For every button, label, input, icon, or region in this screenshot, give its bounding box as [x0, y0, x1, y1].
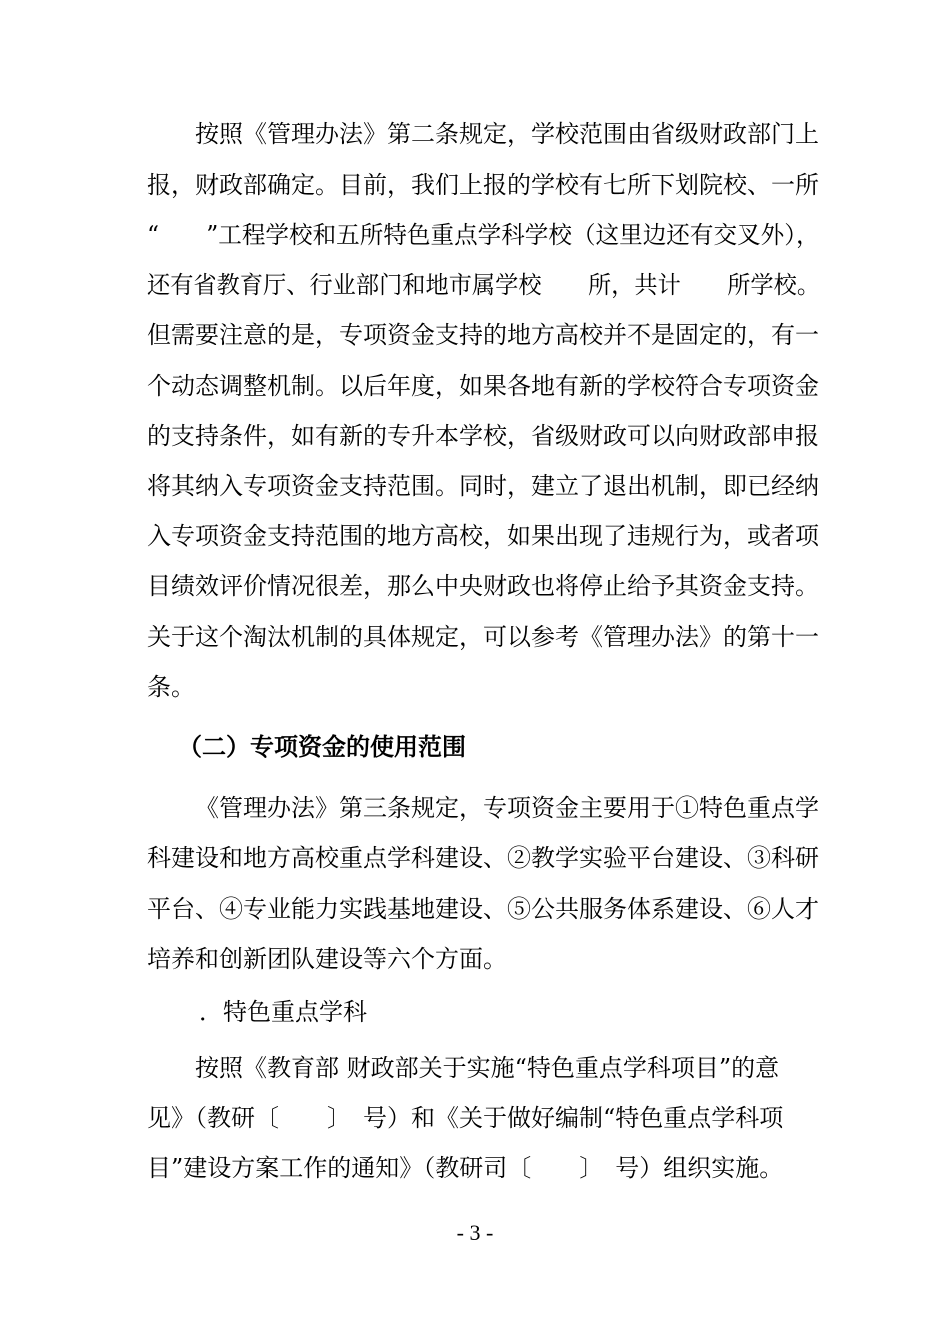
- section-heading: （二）专项资金的使用范围: [178, 732, 466, 761]
- paragraph-line: 科建设和地方高校重点学科建设、②教学实验平台建设、③科研: [147, 844, 819, 872]
- paragraph-line: 目”建设方案工作的通知》（教研司〔 〕 号）组织实施。: [147, 1154, 784, 1182]
- paragraph-line: 的支持条件，如有新的专升本学校，省级财政可以向财政部申报: [147, 422, 819, 450]
- paragraph-line: 目绩效评价情况很差，那么中央财政也将停止给予其资金支持。: [147, 572, 819, 600]
- paragraph-line: 按照《教育部 财政部关于实施“特色重点学科项目”的意: [195, 1054, 780, 1082]
- sub-heading: ．特色重点学科: [199, 998, 367, 1026]
- paragraph-line: “ ”工程学校和五所特色重点学科学校（这里边还有交叉外），: [147, 221, 820, 249]
- paragraph-line: 条。: [147, 673, 195, 701]
- paragraph-line: 但需要注意的是，专项资金支持的地方高校并不是固定的，有一: [147, 321, 819, 349]
- paragraph-line: 培养和创新团队建设等六个方面。: [147, 945, 507, 973]
- page-number: - 3 -: [456, 1220, 494, 1245]
- paragraph-line: 个动态调整机制。以后年度，如果各地有新的学校符合专项资金: [147, 372, 819, 400]
- paragraph-line: 还有省教育厅、行业部门和地市属学校 所，共计 所学校。: [147, 271, 821, 299]
- paragraph-line: 按照《管理办法》第二条规定，学校范围由省级财政部门上: [195, 120, 819, 148]
- paragraph-line: 报，财政部确定。目前，我们上报的学校有七所下划院校、一所: [147, 171, 819, 199]
- paragraph-line: 关于这个淘汰机制的具体规定，可以参考《管理办法》的第十一: [147, 623, 819, 651]
- paragraph-line: 平台、④专业能力实践基地建设、⑤公共服务体系建设、⑥人才: [147, 895, 819, 923]
- paragraph-line: 见》（教研〔 〕 号）和《关于做好编制“特色重点学科项: [147, 1104, 784, 1132]
- paragraph-line: 将其纳入专项资金支持范围。同时，建立了退出机制，即已经纳: [147, 472, 819, 500]
- paragraph-line: 《管理办法》第三条规定，专项资金主要用于①特色重点学: [195, 794, 819, 822]
- paragraph-line: 入专项资金支持范围的地方高校，如果出现了违规行为，或者项: [147, 522, 819, 550]
